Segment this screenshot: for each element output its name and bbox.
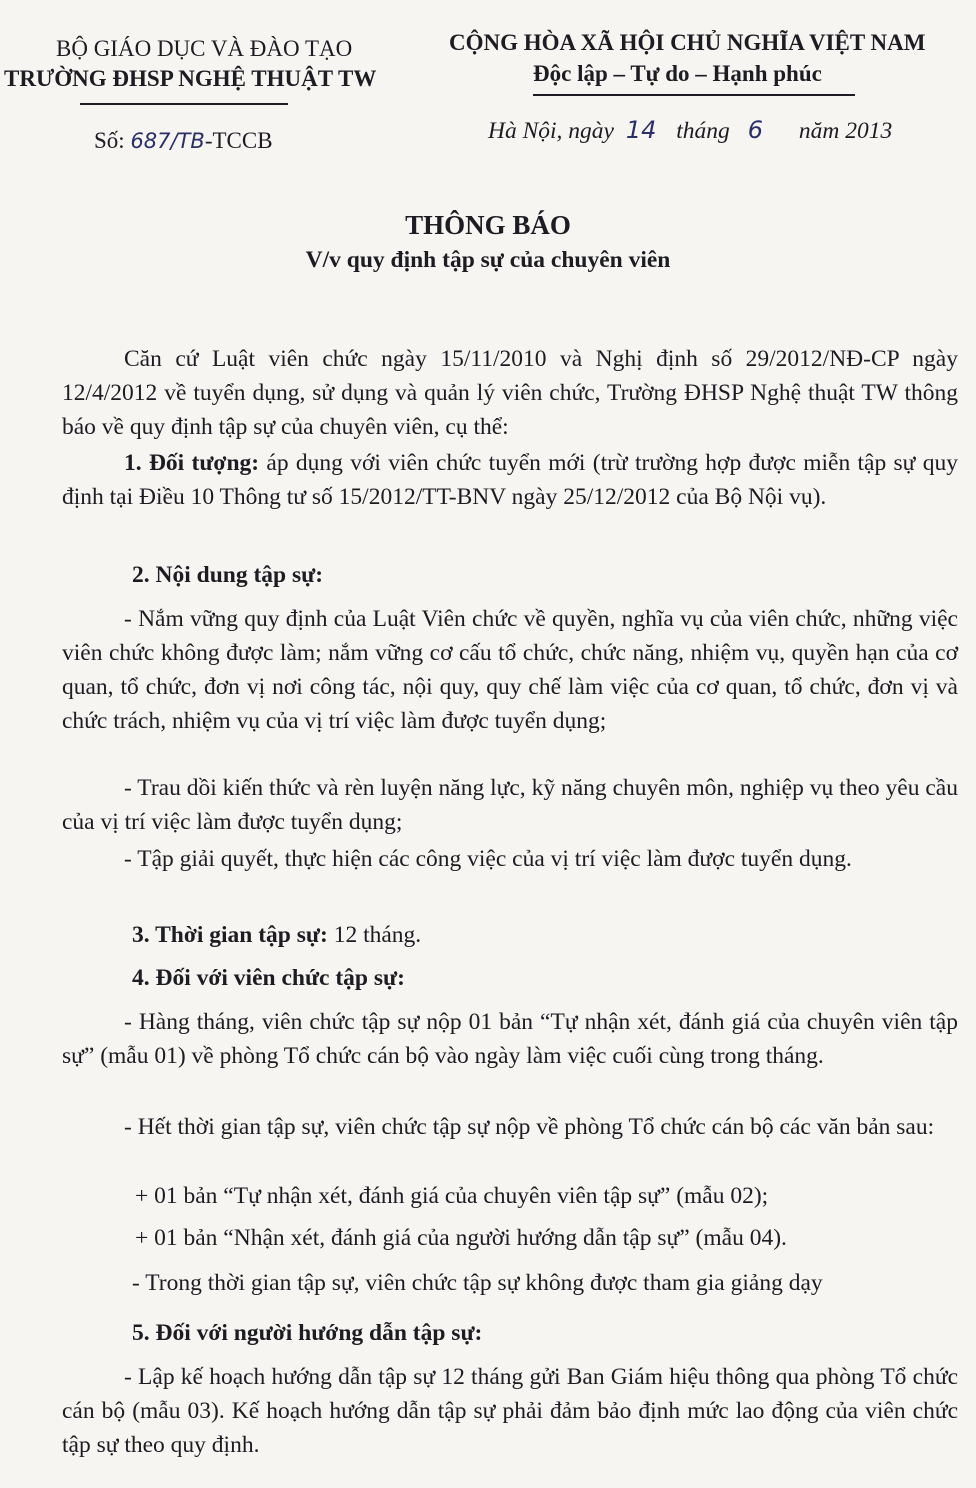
date-line: Hà Nội, ngày 14 tháng 6 năm 2013 [488,116,893,144]
document-subject: V/v quy định tập sự của chuyên viên [305,247,671,273]
handwritten-day: 14 [625,116,657,144]
ministry-name: BỘ GIÁO DỤC VÀ ĐÀO TẠO [56,36,353,61]
document-number: Số: 687/TB-TCCB [94,128,273,153]
section-2-item-1: - Nắm vững quy định của Luật Viên chức về quyền, nghĩa vụ của viên chức, những việc viên chức không được làm; nắm vững cơ cấu tổ chức, chức năng, nhiệm vụ, quyền hạn của cơ quan, tổ chức, đơn vị nơi công tác, nội quy, quy chế làm việc của cơ quan, tổ chức, đơn vị và chức trách, nhiệm vụ của vị trí việc làm được tuyển dụng; [62,606,958,734]
section-4-heading: 4. Đối với viên chức tập sự: [132,965,405,991]
section-5-item-1: - Lập kế hoạch hướng dẫn tập sự 12 tháng gửi Ban Giám hiệu thông qua phòng Tổ chức cán bộ (mẫu 03). Kế hoạch hướng dẫn tập sự phải đảm bảo định mức lao động của viên chức tập sự theo quy định. [62,1364,958,1458]
section-5-heading: 5. Đối với người hướng dẫn tập sự: [132,1320,483,1346]
section-2-heading: 2. Nội dung tập sự: [132,562,324,588]
section-1: 1. Đối tượng: áp dụng với viên chức tuyển mới (trừ trường hợp được miễn tập sự quy định tại Điều 10 Thông tư số 15/2012/TT-BNV ngày 25/12/2012 của Bộ Nội vụ). [62,450,958,510]
section-4-item-3: - Trong thời gian tập sự, viên chức tập sự không được tham gia giảng dạy [132,1270,823,1296]
section-4-item-2: - Hết thời gian tập sự, viên chức tập sự nộp về phòng Tổ chức cán bộ các văn bản sau: [124,1114,935,1140]
document-title: THÔNG BÁO [405,210,571,240]
section-4-subitem-1: + 01 bản “Tự nhận xét, đánh giá của chuyên viên tập sự” (mẫu 02); [135,1183,769,1209]
school-name: TRƯỜNG ĐHSP NGHỆ THUẬT TW [4,66,377,91]
section-4-item-1: - Hàng tháng, viên chức tập sự nộp 01 bản “Tự nhận xét, đánh giá của chuyên viên tập sự” (mẫu 01) về phòng Tổ chức cán bộ vào ngày làm việc cuối cùng trong tháng. [62,1009,958,1069]
handwritten-number: 687/TB [130,129,205,153]
handwritten-month: 6 [747,116,763,144]
section-2-item-3: - Tập giải quyết, thực hiện các công việc của vị trí việc làm được tuyển dụng. [124,846,852,872]
motto-underline [533,94,855,96]
motto: Độc lập – Tự do – Hạnh phúc [533,61,822,86]
country-name: CỘNG HÒA XÃ HỘI CHỦ NGHĨA VIỆT NAM [449,30,926,55]
school-underline [80,103,288,105]
intro-paragraph: Căn cứ Luật viên chức ngày 15/11/2010 và Nghị định số 29/2012/NĐ-CP ngày 12/4/2012 về tuyển dụng, sử dụng và quản lý viên chức, Trường ĐHSP Nghệ thuật TW thông báo về quy định tập sự của chuyên viên, cụ thể: [62,346,958,440]
section-4-subitem-2: + 01 bản “Nhận xét, đánh giá của người hướng dẫn tập sự” (mẫu 04). [135,1225,787,1251]
section-2-item-2: - Trau dồi kiến thức và rèn luyện năng lực, kỹ năng chuyên môn, nghiệp vụ theo yêu cầu của vị trí việc làm được tuyển dụng; [62,775,958,835]
section-3: 3. Thời gian tập sự: 12 tháng. [132,922,422,948]
